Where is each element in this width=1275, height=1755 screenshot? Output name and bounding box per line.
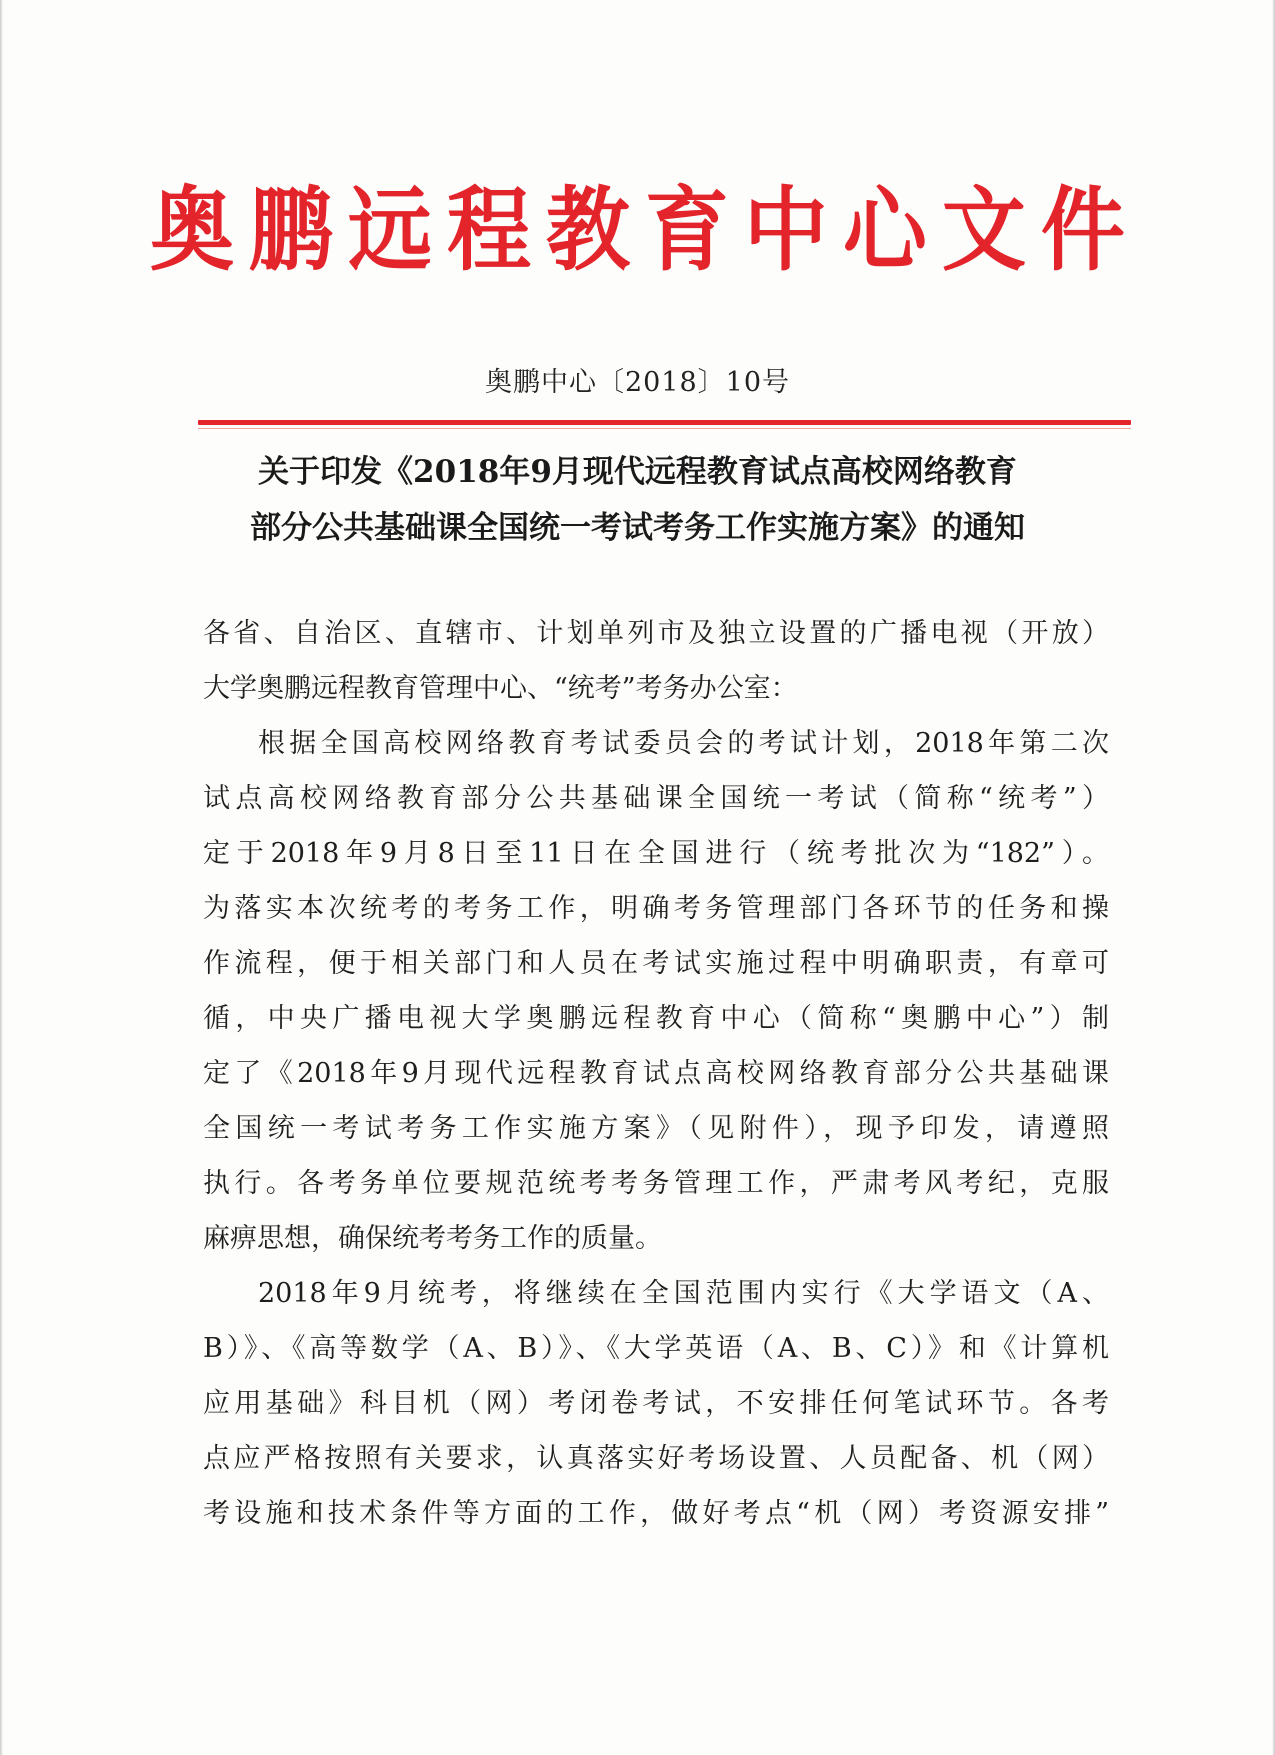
- header-char: 中: [743, 177, 828, 283]
- header-char: 程: [446, 177, 531, 283]
- title-line: 关于印发《2018年9月现代远程教育试点高校网络教育: [258, 454, 1017, 490]
- addressee-line: 各省、自治区、直辖市、计划单列市及独立设置的广播电视（开放）: [203, 618, 1109, 649]
- red-divider: [198, 420, 1131, 425]
- header-char: 育: [644, 177, 729, 283]
- paragraph-line: 定了《2018年9月现代远程教育试点高校网络教育部分公共基础课: [203, 1058, 1109, 1089]
- red-divider-thin: [198, 428, 1131, 429]
- addressee-line: 大学奥鹏远程教育管理中心、“统考”考务办公室：: [203, 673, 798, 704]
- paragraph-line: 为落实本次统考的考务工作，明确考务管理部门各环节的任务和操: [203, 893, 1109, 924]
- header-char: 奥: [150, 177, 235, 283]
- header-char: 件: [1040, 177, 1125, 283]
- paragraph-line: 执行。各考务单位要规范统考考务管理工作，严肃考风考纪，克服: [203, 1168, 1109, 1199]
- paragraph-line: 作流程，便于相关部门和人员在考试实施过程中明确职责，有章可: [203, 948, 1109, 979]
- header-char: 教: [545, 177, 630, 283]
- paragraph-line: 根据全国高校网络教育考试委员会的考试计划，2018年第二次: [258, 728, 1109, 759]
- header-char: 文: [941, 177, 1026, 283]
- paragraph-line: 点应严格按照有关要求，认真落实好考场设置、人员配备、机（网）: [203, 1443, 1109, 1474]
- header-char: 鹏: [248, 177, 333, 283]
- notice-title: [150, 444, 1125, 556]
- paragraph-line: B）》、《高等数学（A、B）》、《大学英语（A、B、C）》和《计算机: [203, 1333, 1109, 1364]
- paragraph-line: 麻痹思想，确保统考考务工作的质量。: [203, 1223, 662, 1254]
- document-number: 奥鹏中心〔2018〕10号: [484, 367, 791, 398]
- paragraph-line: 定于2018年9月8日至11日在全国进行（统考批次为“182”）。: [203, 838, 1109, 869]
- document-body: [203, 606, 1109, 1541]
- paragraph-line: 2018年9月统考，将继续在全国范围内实行《大学语文（A、: [258, 1278, 1109, 1309]
- header-char: 远: [347, 177, 432, 283]
- scan-edge-left: [0, 0, 3, 1755]
- paragraph-line: 应用基础》科目机（网）考闭卷考试，不安排任何笔试环节。各考: [203, 1388, 1109, 1419]
- title-line: 部分公共基础课全国统一考试考务工作实施方案》的通知: [250, 510, 1025, 546]
- header-char: 心: [842, 177, 927, 283]
- paragraph-line: 考设施和技术条件等方面的工作，做好考点“机（网）考资源安排”: [203, 1498, 1109, 1529]
- paragraph-line: 全国统一考试考务工作实施方案》（见附件），现予印发，请遵照: [203, 1113, 1109, 1144]
- paragraph-line: 循，中央广播电视大学奥鹏远程教育中心（简称“奥鹏中心”）制: [203, 1003, 1109, 1034]
- paragraph-line: 试点高校网络教育部分公共基础课全国统一考试（简称“统考”）: [203, 783, 1109, 814]
- document-header: [150, 165, 1125, 295]
